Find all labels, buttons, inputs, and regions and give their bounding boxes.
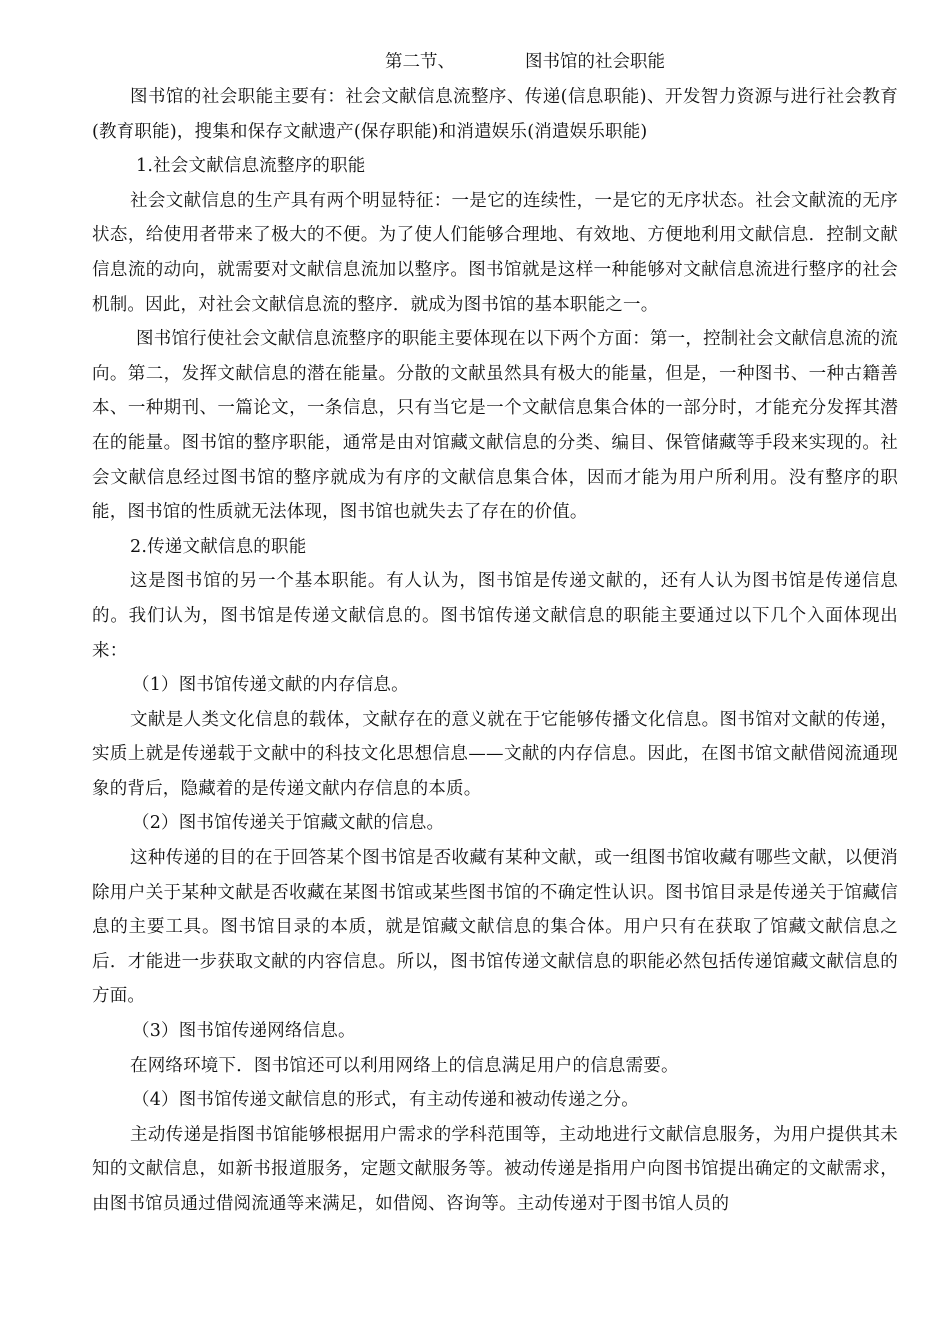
subheading-4: （4）图书馆传递文献信息的形式，有主动传递和被动传递之分。: [132, 1090, 639, 1111]
paragraph: 图书馆行使社会文献信息流整序的职能主要体现在以下两个方面：第一，控制社会文献信息流的流向。第二，发挥文献信息的潜在能量。分散的文献虽然具有极大的能量，但是，一种图书、一种古籍善本、一种期刊、一篇论文，一条信息，只有当它是一个文献信息集合体的一部分时，才能充分发挥其潜在的能量。图书馆的整序职能，通常是由对馆藏文献信息的分类、编目、保管储藏等手段来实现的。社会文献信息经过图书馆的整序就成为有序的文献信息集合体，因而才能为用户所利用。没有整序的职能，图书馆的性质就无法体现，图书馆也就失去了存在的价值。: [92, 329, 898, 523]
paragraph: 主动传递是指图书馆能够根据用户需求的学科范围等，主动地进行文献信息服务，为用户提供其未知的文献信息，如新书报道服务，定题文献服务等。被动传递是指用户向图书馆提出确定的文献需求，由图书馆员通过借阅流通等来满足，如借阅、咨询等。主动传递对于图书馆人员的: [92, 1124, 898, 1214]
paragraph: 这种传递的目的在于回答某个图书馆是否收藏有某种文献，或一组图书馆收藏有哪些文献，以便消除用户关于某种文献是否收藏在某图书馆或某些图书馆的不确定性认识。图书馆目录是传递关于馆藏信息的主要工具。图书馆目录的本质，就是馆藏文献信息的集合体。用户只有在获取了馆藏文献信息之后．才能进一步获取文献的内容信息。所以，图书馆传递文献信息的职能必然包括传递馆藏文献信息的方面。: [92, 848, 898, 1007]
paragraph: 在网络环境下．图书馆还可以利用网络上的信息满足用户的信息需要。: [130, 1055, 679, 1076]
section-title: [92, 48, 898, 76]
paragraph: 这是图书馆的另一个基本职能。有人认为，图书馆是传递文献的，还有人认为图书馆是传递信息的。我们认为，图书馆是传递文献信息的。图书馆传递文献信息的职能主要通过以下几个入面体现出来：: [92, 571, 898, 661]
paragraph: 文献是人类文化信息的载体，文献存在的意义就在于它能够传播文化信息。图书馆对文献的传递，实质上就是传递载于文献中的科技文化思想信息——文献的内存信息。因此，在图书馆文献借阅流通现象的背后，隐藏着的是传递文献内存信息的本质。: [92, 709, 898, 799]
paragraph: 社会文献信息的生产具有两个明显特征：一是它的连续性，一是它的无序状态。社会文献流的无序状态，给使用者带来了极大的不便。为了使人们能够合理地、有效地、方便地利用文献信息．控制文献信息流的动向，就需要对文献信息流加以整序。图书馆就是这样一种能够对文献信息流进行整序的社会机制。因此，对社会文献信息流的整序．就成为图书馆的基本职能之一。: [92, 190, 898, 315]
subheading-1: （1）图书馆传递文献的内存信息。: [132, 675, 409, 696]
section-number: 第二节、: [385, 52, 455, 72]
heading-2: 2.传递文献信息的职能: [130, 536, 307, 557]
subheading-2: （2）图书馆传递关于馆藏文献的信息。: [132, 813, 445, 834]
heading-1: 1.社会文献信息流整序的职能: [136, 156, 366, 177]
section-name: 图书馆的社会职能: [525, 52, 665, 72]
paragraph-intro: 图书馆的社会职能主要有：社会文献信息流整序、传递(信息职能)、开发智力资源与进行社会教育(教育职能)，搜集和保存文献遗产(保存职能)和消遣娱乐(消遣娱乐职能): [92, 87, 898, 142]
subheading-3: （3）图书馆传递网络信息。: [132, 1021, 356, 1042]
